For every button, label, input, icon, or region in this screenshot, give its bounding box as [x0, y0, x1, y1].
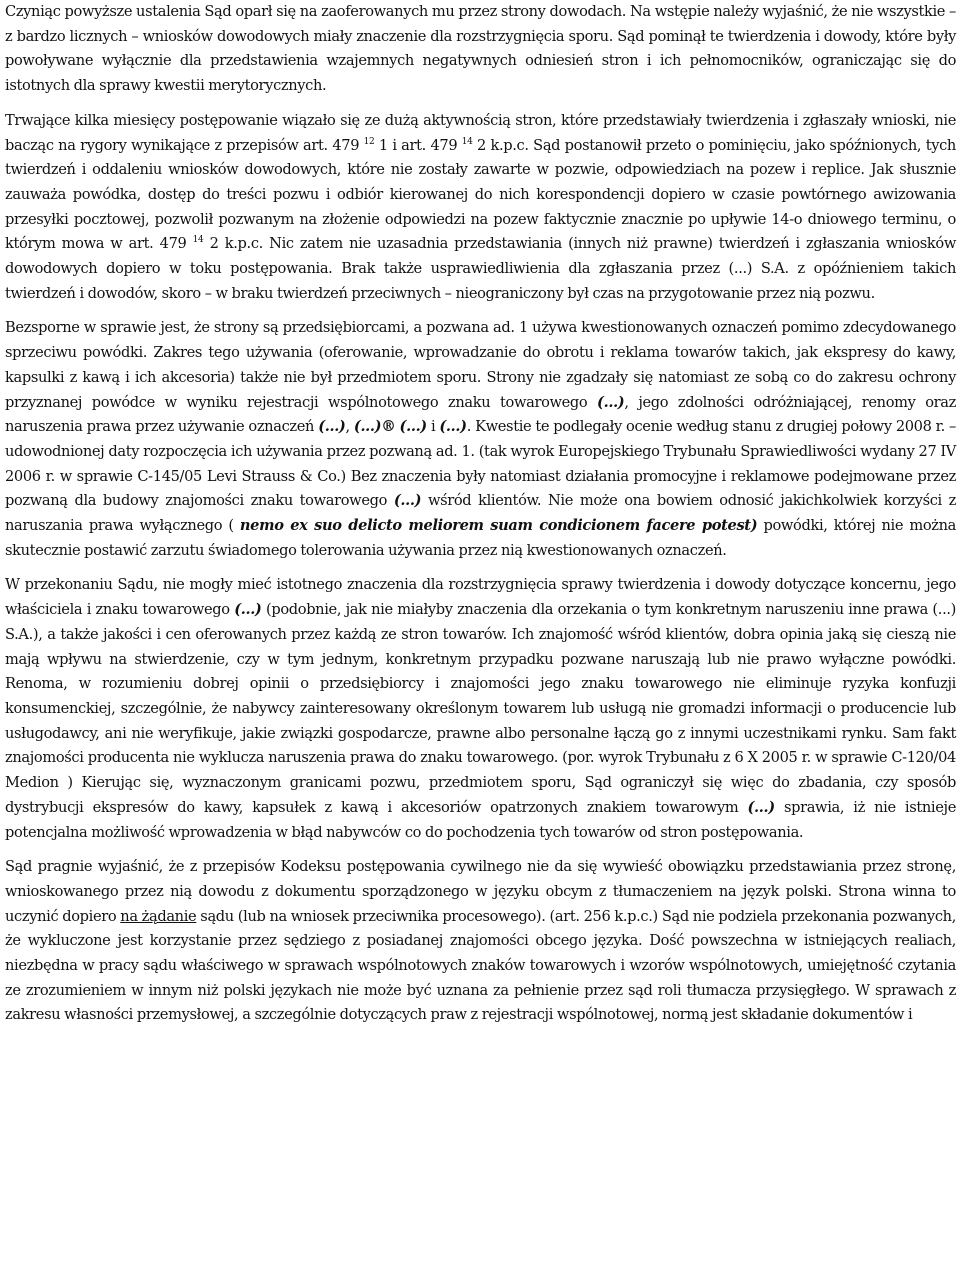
text-run: 2 k.p.c. Nic zatem nie uzasadnia przedstawiania (innych niż prawne) twierdzeń i zgłaszania wniosków dowodowych dopiero w toku postępowania. Brak także usprawiedliwienia dla zgłaszania przez (...) S.A. z opóźnieniem takich twierdzeń i dowodów, skoro – w braku twierdzeń przeciwnych – nieograniczony był czas na przygotowanie przez nią pozwu.: [5, 235, 957, 302]
superscript: 12: [363, 136, 375, 147]
paragraph-5: [5, 855, 956, 1028]
text-run: W przekonaniu Sądu, nie mogły mieć istotnego znaczenia dla rozstrzygnięcia sprawy twierdzenia i dowody dotyczące koncernu, jego właściciela i znaku towarowego: [5, 576, 956, 619]
text-run: . Kwestie te podlegały ocenie według stanu z drugiej połowy 2008 r. – udowodnionej daty rozpoczęcia ich używania przez pozwaną ad. 1. (tak wyrok Europejskiego Trybunału Sprawiedliwości wydany 27 IV 2006 r. w sprawie C-145/05 Levi Strauss & Co.) Bez znaczenia były natomiast działania promocyjne i reklamowe podejmowane przez pozwaną dla budowy znajomości znaku towarowego: [5, 418, 957, 510]
emphasis-text: (...): [393, 492, 422, 510]
text-run: sądu (lub na wniosek przeciwnika procesowego). (art. 256 k.p.c.) Sąd nie podziela przekonania pozwanych, że wykluczone jest korzystanie przez sędziego z posiadanej znajomości obcego języka. Dość powszechna w istniejących realiach, niezbędna w pracy sądu właściwego w sprawach wspólnotowych znaków towarowych i wzorów wspólnotowych, umiejętność czytania ze zrozumieniem w innym niż polski językach nie może być uznana za pełnienie przez sąd roli tłumacza przysięgłego. W sprawach z zakresu własności przemysłowej, a szczególnie dotyczących praw z rejestracji wspólnotowej, normą jest składanie dokumentów i: [5, 907, 956, 1024]
paragraph-3: [5, 316, 956, 563]
text-run: , jego zdolności odróżniającej, renomy oraz naruszenia prawa przez używanie oznaczeń: [5, 393, 956, 436]
paragraph-1: [5, 0, 956, 99]
emphasis-text: (...)®: [353, 418, 396, 436]
underlined-text: na żądanie: [120, 907, 197, 925]
emphasis-text: (...): [597, 393, 625, 411]
emphasis-text: (...): [747, 798, 775, 816]
text-run: ,: [345, 418, 354, 436]
emphasis-text: (...): [234, 601, 262, 619]
text-run: 1 i art. 479: [374, 136, 462, 154]
text-run: powódki, której nie można skutecznie postawić zarzutu świadomego tolerowania używania przez nią kwestionowanych oznaczeń.: [5, 517, 956, 559]
emphasis-text: nemo ex suo delicto meliorem suam condicionem facere potest): [239, 517, 758, 535]
text-run: wśród klientów. Nie może ona bowiem odnosić jakichkolwiek korzyści z naruszania prawa wyłącznego (: [5, 492, 956, 535]
emphasis-text: (...): [439, 418, 467, 436]
text-run: Sąd pragnie wyjaśnić, że z przepisów Kodeksu postępowania cywilnego nie da się wywieść obowiązku przedstawiania przez stronę, wnioskowanego przez nią dowodu z dokumentu sporządzonego w języku obcym z tłumaczeniem na język polski. Strona winna to uczynić dopiero: [5, 858, 956, 925]
text-run: Bezsporne w sprawie jest, że strony są przedsiębiorcami, a pozwana ad. 1 używa kwestionowanych oznaczeń pomimo zdecydowanego sprzeciwu powódki. Zakres tego używania (oferowanie, wprowadzanie do obrotu i reklama towarów takich, jak ekspresy do kawy, kapsulki z kawą i ich akcesoria) także nie był przedmiotem sporu. Strony nie zgadzały się natomiast ze sobą co do zakresu ochrony przyznanej powódce w wyniku rejestracji wspólnotowego znaku towarowego: [5, 319, 956, 411]
paragraph-4: [5, 573, 956, 845]
text-run: sprawia, iż nie istnieje potencjalna możliwość wprowadzenia w błąd nabywców co do pochodzenia tych towarów od stron postępowania.: [5, 798, 956, 841]
text-run: Trwające kilka miesięcy postępowanie wiązało się ze dużą aktywnością stron, które przedstawiały twierdzenia i zgłaszały wnioski, nie bacząc na rygory wynikające z przepisów art. 479: [5, 111, 956, 154]
text-run: (podobnie, jak nie miałyby znaczenia dla orzekania o tym konkretnym naruszeniu inne prawa (...) S.A.), a także jakości i cen oferowanych przez każdą ze stron towarów. Ich znajomość wśród klientów, dobra opinia jaką się cieszą nie mają wpływu na stwierdzenie, czy w tym jednym, konkretnym przypadku pozwane naruszają lub nie prawo wyłączne powódki. Renoma, w rozumieniu dobrej opinii o przedsiębiorcy i znajomości jego znaku towarowego nie eliminuje ryzyka konfuzji konsumenckiej, szczególnie, że nabywcy zainteresowany określonym towarem lub usługą nie gromadzi informacji o producencie lub usługodawcy, ani nie weryfikuje, jakie związki gospodarcze, prawne albo personalne łączą go z innymi uczestnikami rynku. Sam fakt znajomości producenta nie wyklucza naruszenia prawa do znaku towarowego. (por. wyrok Trybunału z 6 X 2005 r. w sprawie C-120/04 Medion ) Kierując się, wyznaczonym granicami pozwu, przedmiotem sporu, Sąd ograniczył się więc do zbadania, czy sposób dystrybucji ekspresów do kawy, kapsułek z kawą i akcesoriów opatrzonych znakiem towarowym: [5, 601, 956, 816]
text-run: Czyniąc powyższe ustalenia Sąd oparł się na zaoferowanych mu przez strony dowodach. Na wstępie należy wyjaśnić, że nie wszystkie – z bardzo licznych – wniosków dowodowych miały znaczenie dla rozstrzygnięcia sporu. Sąd pominął te twierdzenia i dowody, które były powoływane wyłącznie dla przedstawienia wzajemnych negatywnych odniesień stron i ich pełnomocników, ograniczając się do istotnych dla sprawy kwestii merytorycznych.: [5, 3, 956, 95]
superscript: 14: [192, 235, 204, 246]
text-run: 2 k.p.c. Sąd postanowił przeto o pominięciu, jako spóźnionych, tych twierdzeń i oddaleniu wniosków dowodowych, które nie zostały zawarte w pozwie, odpowiedziach na pozew i replice. Jak słusznie zauważa powódka, dostęp do treści pozwu i odbiór kierowanej do nich korespondencji dopiero w czasie powtórnego awizowania przesyłki pocztowej, pozwolił pozwanym na złożenie odpowiedzi na pozew faktycznie znacznie po upływie 14-o dniowego terminu, o którym mowa w art. 479: [5, 136, 956, 253]
emphasis-text: (...): [318, 418, 346, 436]
emphasis-text: (...): [399, 418, 427, 436]
text-run: i: [426, 418, 440, 436]
paragraph-2: [5, 109, 956, 307]
superscript: 14: [461, 136, 473, 147]
